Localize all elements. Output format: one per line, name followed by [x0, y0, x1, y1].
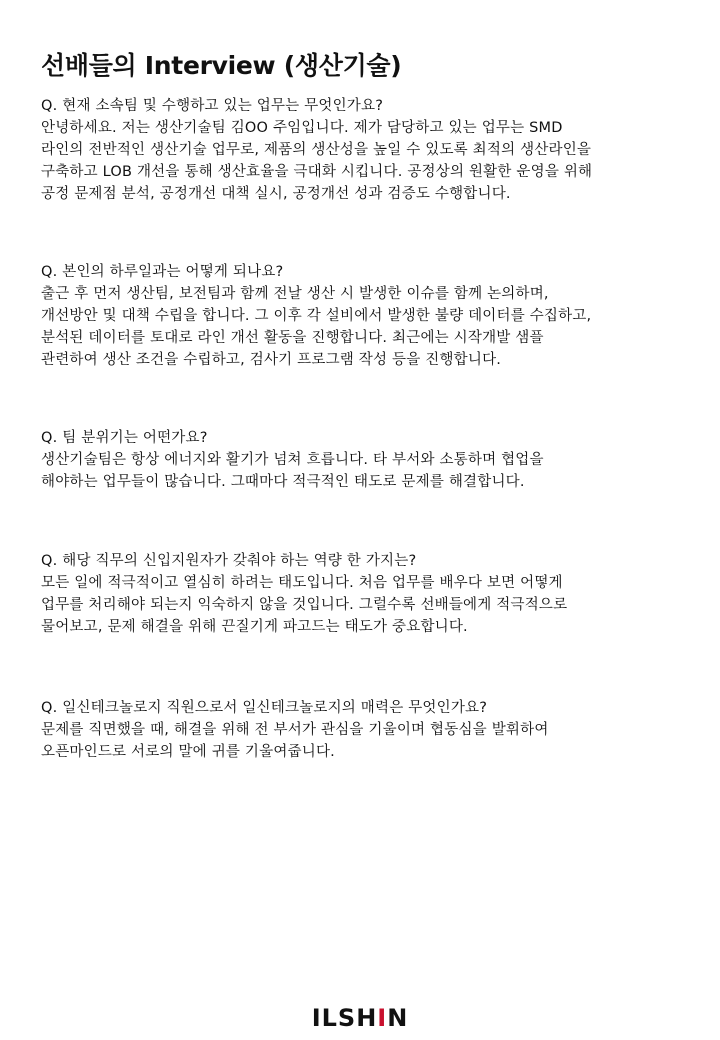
- question-current-team: Q. 현재 소속팀 및 수행하고 있는 업무는 무엇인가요?: [41, 98, 384, 114]
- answer-line: 출근 후 먼저 생산팀, 보전팀과 함께 전날 생산 시 발생한 이슈를 함께 논의하며,: [41, 286, 549, 302]
- logo-text-accent: I: [377, 1004, 388, 1032]
- answer-line: 생산기술팀은 항상 에너지와 활기가 넘쳐 흐릅니다. 타 부서와 소통하며 협업을: [41, 452, 544, 468]
- question-daily-routine: Q. 본인의 하루일과는 어떻게 되나요?: [41, 264, 284, 280]
- answer-line: 구축하고 LOB 개선을 통해 생산효율을 극대화 시킵니다. 공정상의 원활한 운영을 위해: [41, 164, 593, 180]
- qa-section-required-competency: [41, 550, 701, 638]
- answer-line: 라인의 전반적인 생산기술 업무로, 제품의 생산성을 높일 수 있도록 최적의 생산라인을: [41, 142, 592, 158]
- page-title: 선배들의 Interview (생산기술): [41, 51, 402, 80]
- answer-line: 문제를 직면했을 때, 해결을 위해 전 부서가 관심을 기울이며 협동심을 발휘하여: [41, 722, 549, 738]
- qa-section-daily-routine: [41, 261, 701, 371]
- answer-line: 관련하여 생산 조건을 수립하고, 검사기 프로그램 작성 등을 진행합니다.: [41, 352, 502, 368]
- question-company-appeal: Q. 일신테크놀로지 직원으로서 일신테크놀로지의 매력은 무엇인가요?: [41, 700, 488, 716]
- answer-line: 해야하는 업무들이 많습니다. 그때마다 적극적인 태도로 문제를 해결합니다.: [41, 474, 525, 490]
- answer-line: 분석된 데이터를 토대로 라인 개선 활동을 진행합니다. 최근에는 시작개발 샘플: [41, 330, 544, 346]
- logo-text-part3: N: [387, 1004, 409, 1032]
- answer-line: 모든 일에 적극적이고 열심히 하려는 태도입니다. 처음 업무를 배우다 보면 어떻게: [41, 575, 563, 591]
- qa-section-company-appeal: [41, 697, 701, 763]
- answer-line: 물어보고, 문제 해결을 위해 끈질기게 파고드는 태도가 중요합니다.: [41, 619, 468, 635]
- qa-section-current-team: [41, 95, 701, 205]
- logo-text-part1: ILSH: [311, 1004, 378, 1032]
- question-required-competency: Q. 해당 직무의 신입지원자가 갖춰야 하는 역량 한 가지는?: [41, 553, 417, 569]
- question-team-atmosphere: Q. 팀 분위기는 어떤가요?: [41, 430, 208, 446]
- answer-line: 공정 문제점 분석, 공정개선 대책 실시, 공정개선 성과 검증도 수행합니다.: [41, 186, 511, 202]
- ilshin-logo: [0, 1003, 720, 1033]
- qa-section-team-atmosphere: [41, 427, 701, 493]
- answer-line: 안녕하세요. 저는 생산기술팀 김OO 주임입니다. 제가 담당하고 있는 업무는 SMD: [41, 120, 563, 136]
- answer-line: 오픈마인드로 서로의 말에 귀를 기울여줍니다.: [41, 744, 335, 760]
- answer-line: 개선방안 및 대책 수립을 합니다. 그 이후 각 설비에서 발생한 불량 데이터를 수집하고,: [41, 308, 592, 324]
- answer-line: 업무를 처리해야 되는지 익숙하지 않을 것입니다. 그럴수록 선배들에게 적극적으로: [41, 597, 568, 613]
